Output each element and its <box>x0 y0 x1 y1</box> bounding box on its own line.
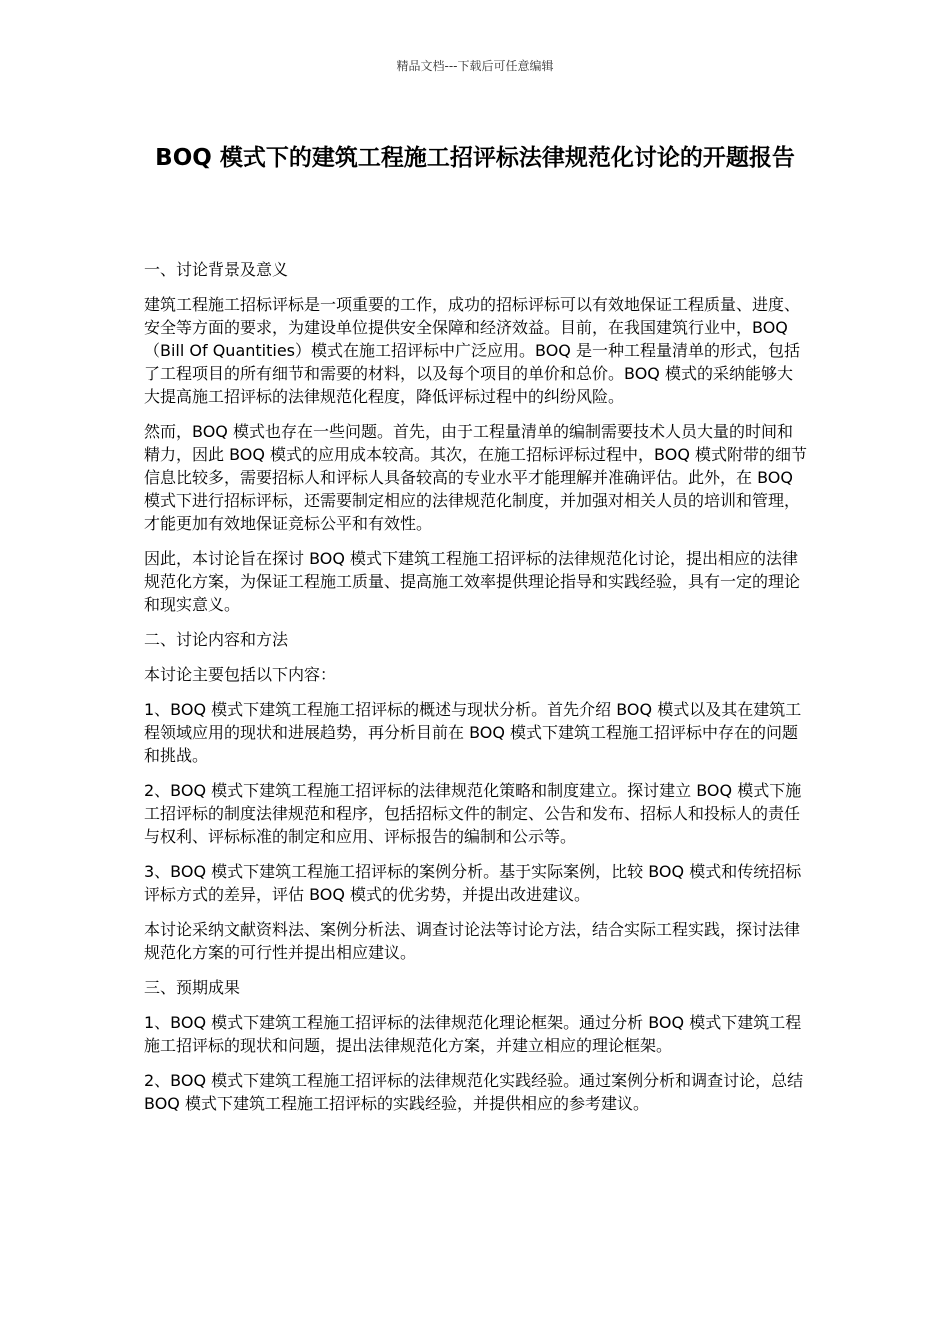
paragraph: 2、BOQ 模式下建筑工程施工招评标的法律规范化策略和制度建立。探讨建立 BOQ 模式下施工招评标的制度法律规范和程序，包括招标文件的制定、公告和发布、招标人和投标人的责任与权利、评标标准的制定和应用、评标报告的编制和公示等。 <box>144 781 802 846</box>
section-heading-background: 一、讨论背景及意义 <box>144 260 289 279</box>
paragraph: 因此，本讨论旨在探讨 BOQ 模式下建筑工程施工招评标的法律规范化讨论，提出相应的法律规范化方案，为保证工程施工质量、提高施工效率提供理论指导和实践经验，具有一定的理论和现实意义。 <box>144 549 801 614</box>
document-title: BOQ 模式下的建筑工程施工招评标法律规范化讨论的开题报告 <box>155 145 795 171</box>
paragraph: 1、BOQ 模式下建筑工程施工招评标的概述与现状分析。首先介绍 BOQ 模式以及其在建筑工程领域应用的现状和进展趋势，再分析目前在 BOQ 模式下建筑工程施工招评标中存在的问题和挑战。 <box>144 700 802 765</box>
section-heading-expected-results: 三、预期成果 <box>144 978 241 997</box>
paragraph: 1、BOQ 模式下建筑工程施工招评标的法律规范化理论框架。通过分析 BOQ 模式下建筑工程施工招评标的现状和问题，提出法律规范化方案，并建立相应的理论框架。 <box>144 1013 802 1055</box>
paragraph: 2、BOQ 模式下建筑工程施工招评标的法律规范化实践经验。通过案例分析和调查讨论，总结 BOQ 模式下建筑工程施工招评标的实践经验，并提供相应的参考建议。 <box>144 1071 804 1113</box>
document-body <box>144 258 808 1127</box>
section-heading-content-methods: 二、讨论内容和方法 <box>144 630 289 649</box>
paragraph: 本讨论采纳文献资料法、案例分析法、调查讨论法等讨论方法，结合实际工程实践，探讨法律规范化方案的可行性并提出相应建议。 <box>144 920 801 962</box>
paragraph: 建筑工程施工招标评标是一项重要的工作，成功的招标评标可以有效地保证工程质量、进度、安全等方面的要求，为建设单位提供安全保障和经济效益。目前，在我国建筑行业中，BOQ（Bill Of Quantities）模式在施工招评标中广泛应用。BOQ 是一种工程量清单的形式，包括了工程项目的所有细节和需要的材料，以及每个项目的单价和总价。BOQ 模式的采纳能够大大提高施工招评标的法律规范化程度，降低评标过程中的纠纷风险。 <box>144 295 801 406</box>
paragraph: 3、BOQ 模式下建筑工程施工招评标的案例分析。基于实际案例，比较 BOQ 模式和传统招标评标方式的差异，评估 BOQ 模式的优劣势，并提出改进建议。 <box>144 862 802 904</box>
paragraph: 本讨论主要包括以下内容： <box>144 665 337 684</box>
paragraph: 然而，BOQ 模式也存在一些问题。首先，由于工程量清单的编制需要技术人员大量的时间和精力，因此 BOQ 模式的应用成本较高。其次，在施工招标评标过程中，BOQ 模式附带的细节信息比较多，需要招标人和评标人具备较高的专业水平才能理解并准确评估。此外，在 BOQ 模式下进行招标评标，还需要制定相应的法律规范化制度，并加强对相关人员的培训和管理，才能更加有效地保证竞标公平和有效性。 <box>144 422 808 533</box>
page-header: 精品文档---下载后可任意编辑 <box>396 59 554 73</box>
